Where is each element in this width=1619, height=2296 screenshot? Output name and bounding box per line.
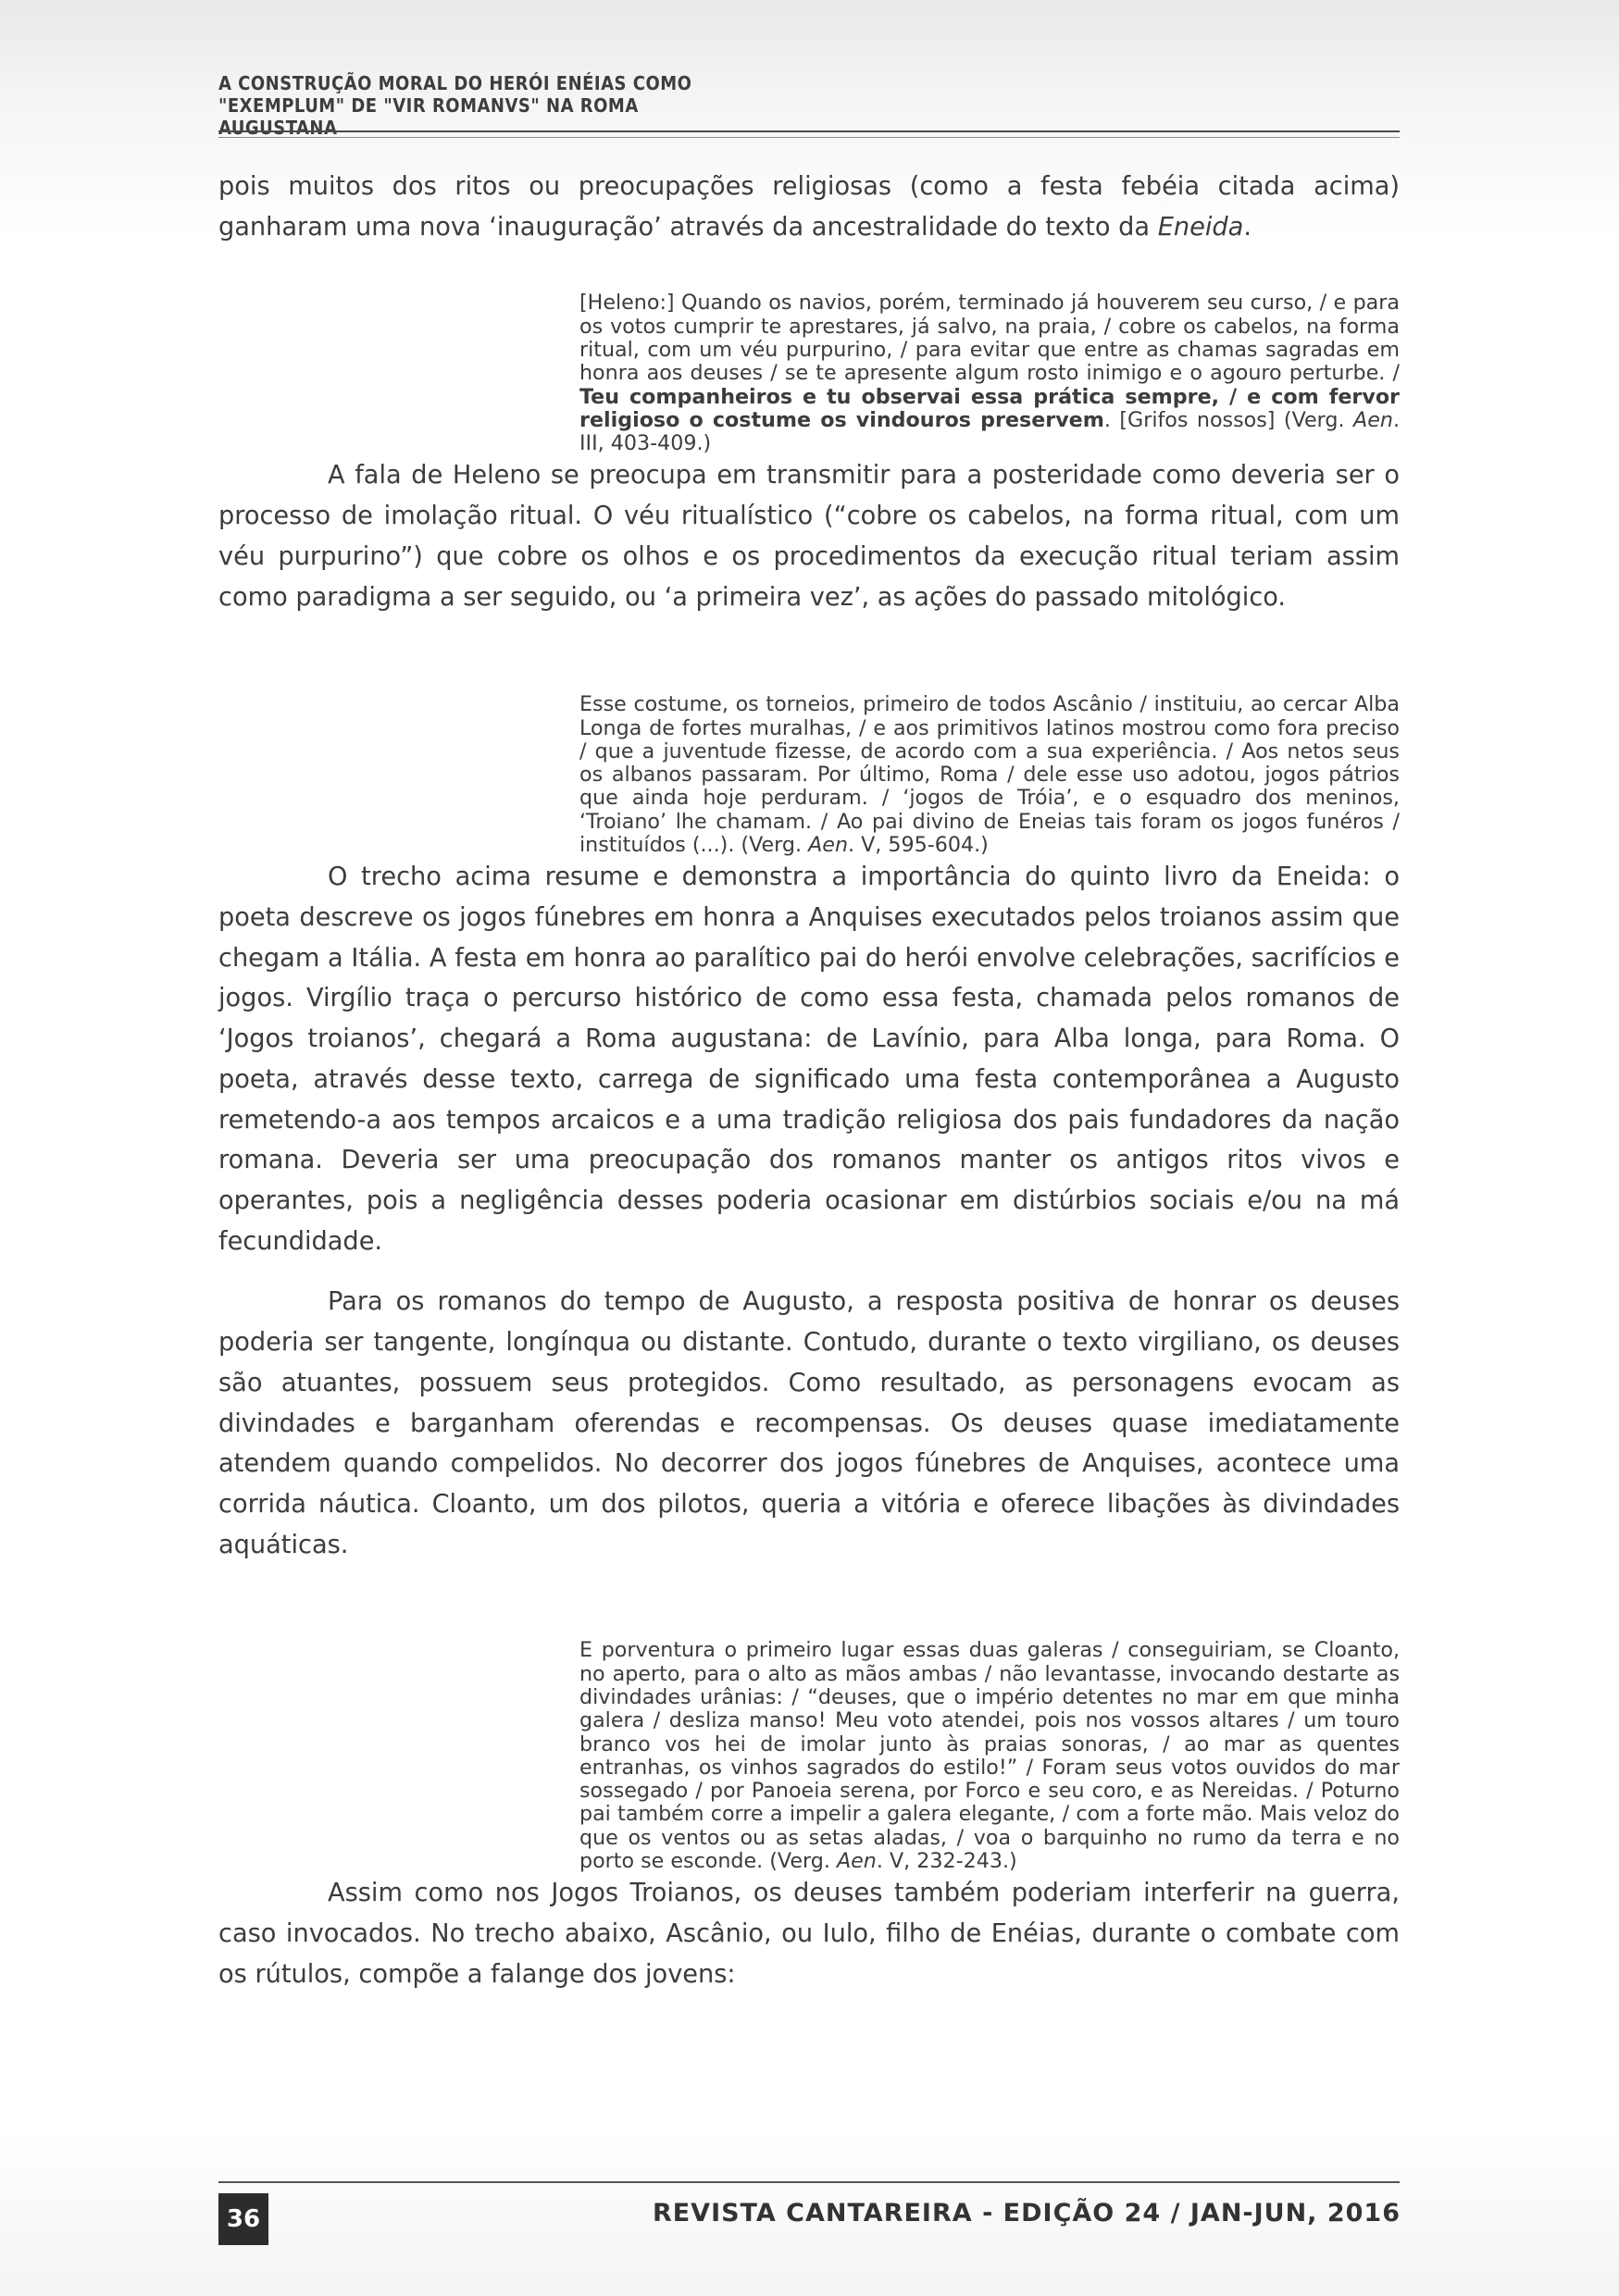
- block-quote-heleno: [Heleno:] Quando os navios, porém, terminado já houverem seu curso, / e para os votos cumprir te aprestares, já salvo, na praia, / cobre os cabelos, na forma ritual, com um véu purpurino, / para evitar que entre as chamas sagradas em honra aos deuses / se te apresente algum rosto inimigo e o agouro perturbe. / Teu companheiros e tu observai essa prática sempre, / e com fervor religioso o costume os vindouros preservem. [Grifos nossos] (Verg. Aen. III, 403-409.): [579, 291, 1400, 456]
- footer-rule: [218, 2181, 1400, 2183]
- header-rule-thin: [218, 137, 1400, 138]
- block-quote-ascanio: Esse costume, os torneios, primeiro de todos Ascânio / instituiu, ao cercar Alba Longa de fortes muralhas, / e aos primitivos latinos mostrou como fora preciso / que a juventude fizesse, de acordo com a sua experiência. / Aos netos seus os albanos passaram. Por último, Roma / dele esse uso adotou, jogos pátrios que ainda hoje perduram. / ‘jogos de Tróia’, e o esquadro dos meninos, ‘Troiano’ lhe chamam. / Ao pai divino de Eneias tais foram os jogos funéros / instituídos (...). (Verg. Aen. V, 595-604.): [579, 692, 1400, 858]
- quote-emphasis: Teu companheiros e tu observai essa prática sempre, / e com fervor religioso o costume os vindouros preservem: [579, 384, 1400, 432]
- paragraph-heleno-analysis: A fala de Heleno se preocupa em transmitir para a posteridade como deveria ser o processo de imolação ritual. O véu ritualístico (“cobre os cabelos, na forma ritual, com um véu purpurino”) que cobre os olhos e os procedimentos da execução ritual teriam assim como paradigma a ser seguido, ou ‘a primeira vez’, as ações do passado mitológico.: [218, 461, 1400, 612]
- header-rule: [218, 130, 1400, 132]
- running-header-title: A CONSTRUÇÃO MORAL DO HERÓI ENÉIAS COMO "EXEMPLUM" DE "VIR ROMANVS" NA ROMA AUGUSTANA: [218, 72, 692, 139]
- block-quote-cloanto: E porventura o primeiro lugar essas duas galeras / conseguiriam, se Cloanto, no aperto, para o alto as mãos ambas / não levantasse, invocando destarte as divindades urânias: / “deuses, que o império detentes no mar em que minha galera / desliza manso! Meu voto atendei, pois nos vossos altares / um touro branco vos hei de imolar junto às praias sonoras, / ao mar as quentes entranhas, os vinhos sagrados do estilo!” / Foram seus votos ouvidos do mar sossegado / por Panoeia serena, por Forco e seu coro, e as Nereidas. / Poturno pai também corre a impelir a galera elegante, / com a forte mão. Mais veloz do que os ventos ou as setas aladas, / voa o barquinho no rumo da terra e no porto se esconde. (Verg. Aen. V, 232-243.): [579, 1638, 1400, 1873]
- paragraph-deuses-atuantes: Para os romanos do tempo de Augusto, a resposta positiva de honrar os deuses poderia ser tangente, longínqua ou distante. Contudo, durante o texto virgiliano, os deuses são atuantes, possuem seus protegidos. Como resultado, as personagens evocam as divindades e barganham oferendas e recompensas. Os deuses quase imediatamente atendem quando compelidos. No decorrer dos jogos fúnebres de Anquises, acontece uma corrida náutica. Cloanto, um dos pilotos, queria a vitória e oferece libações às divindades aquáticas.: [218, 1287, 1400, 1559]
- page-number: 36: [218, 2193, 268, 2245]
- paragraph-continuation: pois muitos dos ritos ou preocupações religiosas (como a festa febéia citada acima) ganharam uma nova ‘inauguração’ através da ancestralidade do texto da Eneida.: [218, 172, 1400, 242]
- footer-journal-info: REVISTA CANTAREIRA - EDIÇÃO 24 / JAN-JUN, 2016: [652, 2199, 1401, 2228]
- work-title-eneida: Eneida: [1157, 212, 1244, 242]
- article-body: [218, 167, 1400, 1994]
- paragraph-jogos-funebres: O trecho acima resume e demonstra a importância do quinto livro da Eneida: o poeta descreve os jogos fúnebres em honra a Anquises executados pelos troianos assim que chegam a Itália. A festa em honra ao paralítico pai do herói envolve celebrações, sacrifícios e jogos. Virgílio traça o percurso histórico de como essa festa, chamada pelos romanos de ‘Jogos troianos’, chegará a Roma augustana: de Lavínio, para Alba longa, para Roma. O poeta, através desse texto, carrega de significado uma festa contemporânea a Augusto remetendo-a aos tempos arcaicos e a uma tradição religiosa dos pais fundadores da nação romana. Deveria ser uma preocupação dos romanos manter os antigos ritos vivos e operantes, pois a negligência desses poderia ocasionar em distúrbios sociais e/ou na má fecundidade.: [218, 863, 1400, 1256]
- paragraph-jogos-troianos: Assim como nos Jogos Troianos, os deuses também poderiam interferir na guerra, caso invocados. No trecho abaixo, Ascânio, ou Iulo, filho de Enéias, durante o combate com os rútulos, compõe a falange dos jovens:: [218, 1879, 1400, 1989]
